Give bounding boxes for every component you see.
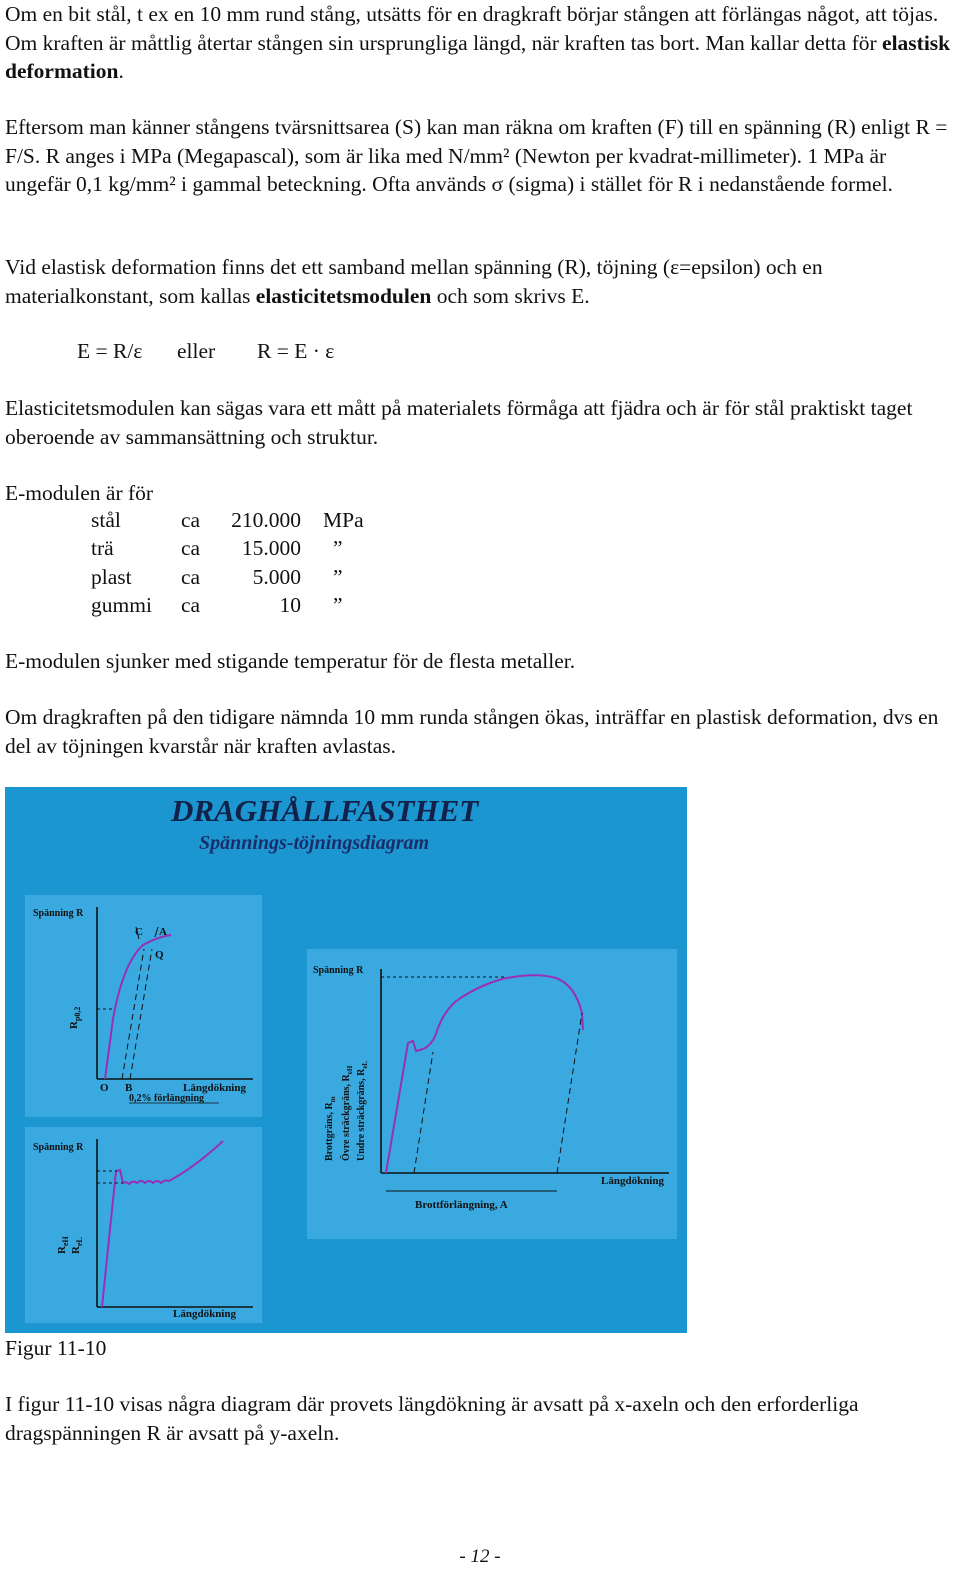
table-row: [91, 534, 393, 562]
paragraph-modulus-meaning: Elasticitetsmodulen kan sägas vara ett mått på materialets förmåga att fjädra och är för stål praktiskt taget oberoende av sammansättning och struktur.: [5, 396, 913, 449]
table-cell-unit: ”: [333, 536, 343, 561]
paragraph-temperature: E-modulen sjunker med stigande temperatur för de flesta metaller.: [5, 649, 576, 673]
xlabel: Längdökning: [183, 1082, 246, 1094]
label-upper-main: Övre sträckgräns, R: [341, 1074, 352, 1161]
paragraph-figure-explanation: I figur 11-10 visas några diagram där provets längdökning är avsatt på x-axeln och den erforderliga dragspänningen R är avsatt på y-axeln.: [5, 1392, 859, 1445]
label-q: Q: [155, 949, 164, 961]
table-cell-unit: ”: [333, 592, 343, 617]
paragraph-plastic: Om dragkraften på den tidigare nämnda 10 mm runda stången ökas, inträffar en plastisk deformation, dvs en del av töjningen kvarstår när kraften avlastas.: [5, 705, 939, 758]
table-row: [91, 506, 393, 534]
table-row: [91, 591, 393, 619]
paragraph-modulus-for: E-modulen är för: [5, 481, 154, 505]
table-cell-ca: ca: [181, 564, 201, 589]
panel-yield-point: [25, 1127, 262, 1323]
table-cell-value: 10: [279, 592, 301, 617]
table-cell-material: stål: [91, 508, 121, 532]
table-cell-value: 210.000: [231, 508, 301, 532]
figure-title: DRAGHÅLLFASTHET: [171, 793, 479, 828]
paragraph-text: Vid elastisk deformation finns det ett samband mellan spänning (R), töjning (ε=epsilon) och en materialkonstant, som kallas: [5, 255, 823, 308]
paragraph-text: Om en bit stål, t ex en 10 mm rund stång, utsätts för en dragkraft börjar stången att förlängas något, att töjas. Om kraften är måttlig återtar stången sin ursprungliga längd, när kraften tas bort. Man kallar detta för: [5, 2, 939, 55]
figure-caption: Figur 11-10: [5, 1336, 107, 1360]
label-b: B: [125, 1082, 133, 1094]
label-c: C: [135, 926, 143, 938]
label-rel-main: R: [70, 1246, 82, 1254]
formula-line: [77, 337, 334, 365]
bold-term: elastisk deformation: [5, 30, 951, 83]
formula-right: R = E · ε: [257, 339, 335, 363]
ylabel: Spänning R: [33, 1142, 84, 1153]
table-cell-unit: ”: [333, 564, 343, 589]
panel-background: [25, 1127, 262, 1323]
label-reh-main: R: [56, 1246, 68, 1254]
panel-tensile-curve: [307, 949, 677, 1239]
label-rp-main: R: [68, 1021, 80, 1029]
table-cell-ca: ca: [181, 592, 201, 617]
label-rm-main: Brottgräns, R: [324, 1102, 335, 1161]
table-cell-material: trä: [91, 536, 114, 561]
formula-left: E = R/ε: [77, 339, 143, 363]
elongation-note: Brottförlängning, A: [415, 1199, 508, 1211]
label-a: A: [159, 926, 167, 938]
table-cell-ca: ca: [181, 536, 201, 561]
paragraph-elastic-intro: [5, 0, 955, 86]
modulus-table: [91, 506, 393, 619]
label-reh-sub: eH: [61, 1236, 70, 1247]
paragraph-stress: Eftersom man känner stångens tvärsnittsarea (S) kan man räkna om kraften (F) till en spänning (R) enligt R = F/S. R anges i MPa (Megapascal), som är lika med N/mm² (Newton per kvadrat-millimeter). 1 MPa är ungefär 0,1 kg/mm² i gammal beteckning. Ofta används σ (sigma) i stället för R i nedanstående formel.: [5, 115, 948, 196]
table-cell-value: 5.000: [252, 564, 301, 589]
label-upper-sub: eH: [346, 1065, 354, 1075]
label-o: O: [100, 1082, 109, 1094]
label-rm-sub: m: [329, 1096, 337, 1103]
offset-note: 0,2% förlängning: [129, 1093, 205, 1104]
formula-middle: eller: [177, 339, 216, 363]
label-rel-sub: eL: [75, 1237, 84, 1247]
paragraph-text: .: [118, 59, 124, 83]
table-cell-ca: ca: [181, 508, 201, 532]
ylabel: Spänning R: [33, 908, 84, 919]
stress-strain-figure: [5, 787, 687, 1333]
label-lower-main: Undre sträckgräns, R: [356, 1068, 367, 1161]
xlabel: Längdökning: [601, 1175, 664, 1187]
table-cell-material: plast: [91, 564, 132, 589]
table-cell-value: 15.000: [241, 536, 301, 561]
table-cell-unit: MPa: [323, 508, 364, 532]
paragraph-modulus: [5, 253, 955, 310]
bold-term: elasticitetsmodulen: [255, 283, 432, 308]
table-row: [91, 563, 393, 591]
ylabel: Spänning R: [313, 965, 364, 976]
panel-proof-stress: [25, 895, 262, 1117]
label-lower-sub: eL: [361, 1060, 369, 1069]
label-rp-sub: p0,2: [73, 1006, 82, 1022]
label-upper-yield: [339, 1065, 354, 1161]
figure-subtitle: Spännings-töjningsdiagram: [199, 832, 430, 854]
paragraph-text: och som skrivs E.: [431, 283, 590, 308]
table-cell-material: gummi: [91, 592, 152, 617]
xlabel: Längdökning: [173, 1308, 236, 1320]
page-number: - 12 -: [459, 1546, 501, 1567]
